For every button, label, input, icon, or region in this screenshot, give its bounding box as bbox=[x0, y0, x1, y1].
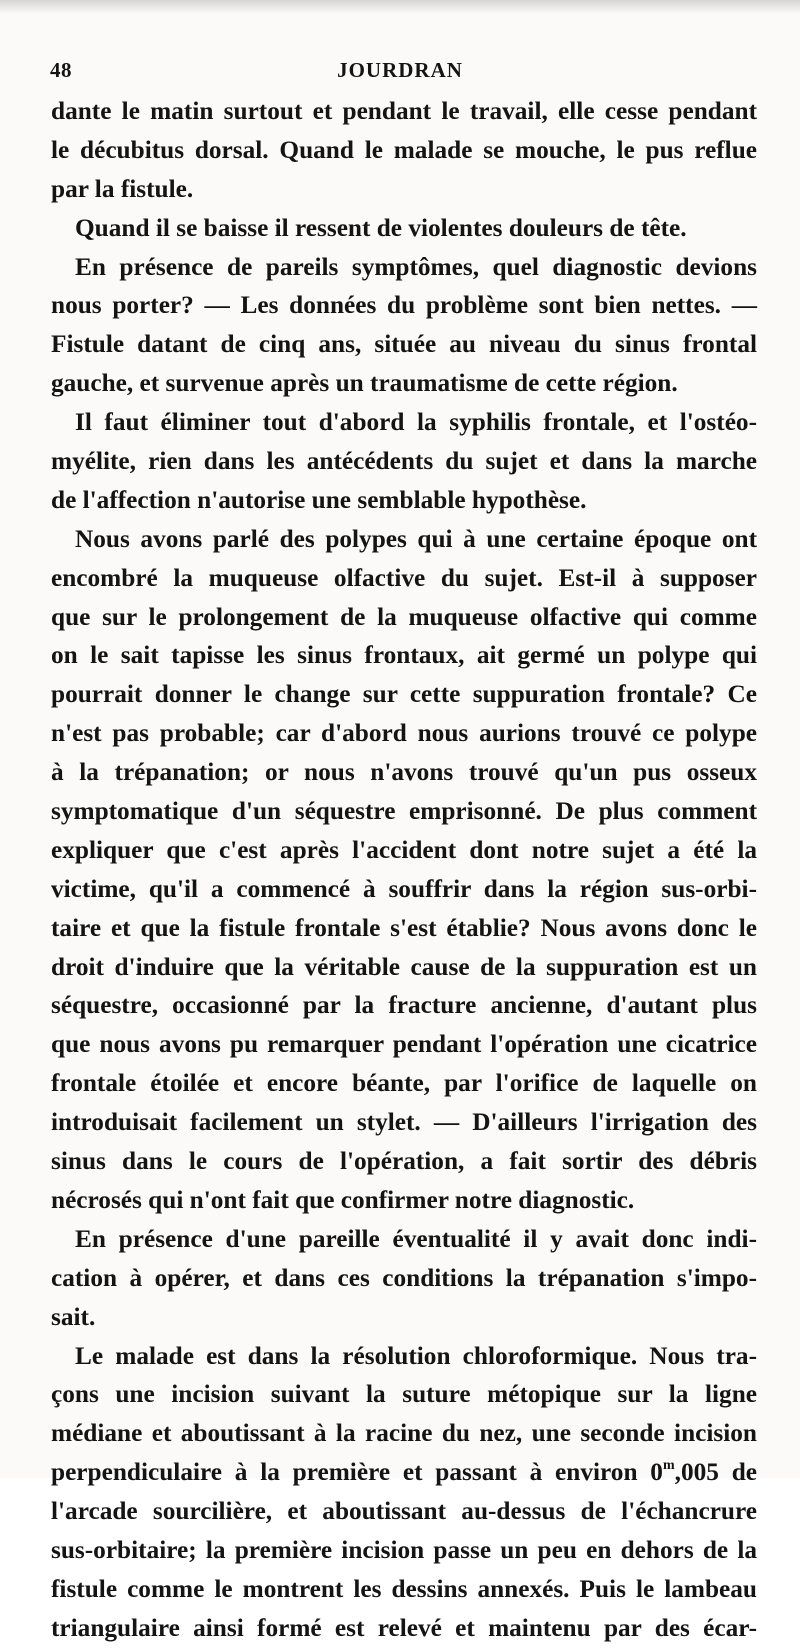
text-line: introduisait facilement un stylet. — D'ailleurs l'irrigation des bbox=[51, 1108, 757, 1137]
text-line: par la fistule. bbox=[51, 174, 194, 203]
page-top-edge bbox=[0, 0, 800, 14]
text-line: n'est pas probable; car d'abord nous aurions trouvé ce polype bbox=[51, 719, 757, 748]
text-line: cation à opérer, et dans ces conditions la trépanation s'impo- bbox=[51, 1263, 757, 1292]
text-line: Quand il se baisse il ressent de violentes douleurs de tête. bbox=[75, 213, 687, 242]
text-line: çons une incision suivant la suture métopique sur la ligne bbox=[51, 1380, 757, 1409]
text-line: de l'affection n'autorise une semblable hypothèse. bbox=[51, 485, 587, 514]
text-line: frontale étoilée et encore béante, par l'orifice de laquelle on bbox=[51, 1069, 757, 1098]
text-line: Nous avons parlé des polypes qui à une certaine époque ont bbox=[75, 524, 757, 553]
line-text: perpendiculaire à la première et passant à environ 0 bbox=[51, 1458, 663, 1487]
text-line: fistule comme le montrent les dessins annexés. Puis le lambeau bbox=[51, 1574, 757, 1603]
text-line: sinus dans le cours de l'opération, a fait sortir des débris bbox=[51, 1147, 757, 1176]
text-line: le décubitus dorsal. Quand le malade se mouche, le pus reflue bbox=[51, 135, 757, 164]
text-line: dante le matin surtout et pendant le travail, elle cesse pendant bbox=[51, 97, 757, 125]
text-line: myélite, rien dans les antécédents du sujet et dans la marche bbox=[51, 447, 757, 476]
measure-value: ,005 de bbox=[674, 1458, 757, 1487]
text-line: expliquer que c'est après l'accident dont notre sujet a été la bbox=[51, 835, 757, 864]
text-line: nous porter? — Les données du problème sont bien nettes. — bbox=[51, 291, 757, 320]
text-line: l'arcade sourcilière, et aboutissant au-dessus de l'échancrure bbox=[51, 1497, 757, 1526]
measure-unit-superscript: m bbox=[662, 1458, 675, 1474]
text-line: sait. bbox=[51, 1302, 96, 1331]
running-head: JOURDRAN bbox=[337, 58, 463, 82]
text-line: gauche, et survenue après un traumatisme de cette région. bbox=[51, 369, 678, 398]
page-number: 48 bbox=[50, 58, 72, 82]
page-header bbox=[50, 58, 750, 88]
text-line: que nous avons pu remarquer pendant l'opération une cicatrice bbox=[51, 1030, 757, 1059]
text-line: victime, qu'il a commencé à souffrir dans la région sus-orbi- bbox=[51, 874, 757, 903]
text-line: Le malade est dans la résolution chloroformique. Nous tra- bbox=[75, 1341, 757, 1370]
text-line: nécrosés qui n'ont fait que confirmer notre diagnostic. bbox=[51, 1185, 635, 1214]
text-line-with-measure bbox=[51, 1453, 757, 1492]
text-line: En présence de pareils symptômes, quel diagnostic devions bbox=[75, 252, 757, 281]
body-text bbox=[51, 92, 757, 1648]
text-line: sus-orbitaire; la première incision passe un peu en dehors de la bbox=[51, 1535, 757, 1564]
text-line: Il faut éliminer tout d'abord la syphilis frontale, et l'ostéo- bbox=[75, 408, 757, 437]
text-line: En présence d'une pareille éventualité il y avait donc indi- bbox=[75, 1224, 757, 1253]
text-line: que sur le prolongement de la muqueuse olfactive qui comme bbox=[51, 602, 757, 631]
text-line: droit d'induire que la véritable cause de la suppuration est un bbox=[51, 952, 757, 981]
text-line: Fistule datant de cinq ans, située au niveau du sinus frontal bbox=[51, 330, 757, 359]
text-line: triangulaire ainsi formé est relevé et maintenu par des écar- bbox=[51, 1613, 757, 1642]
text-line: symptomatique d'un séquestre emprisonné. De plus comment bbox=[51, 797, 757, 826]
text-line: pourrait donner le change sur cette suppuration frontale? Ce bbox=[51, 680, 757, 709]
text-line: à la trépanation; or nous n'avons trouvé qu'un pus osseux bbox=[51, 758, 757, 787]
text-line: on le sait tapisse les sinus frontaux, ait germé un polype qui bbox=[51, 641, 757, 670]
text-line: encombré la muqueuse olfactive du sujet. Est-il à supposer bbox=[51, 563, 757, 592]
text-line: séquestre, occasionné par la fracture ancienne, d'autant plus bbox=[51, 991, 757, 1020]
text-line: médiane et aboutissant à la racine du nez, une seconde incision bbox=[51, 1419, 757, 1448]
text-line: taire et que la fistule frontale s'est établie? Nous avons donc le bbox=[51, 913, 757, 942]
